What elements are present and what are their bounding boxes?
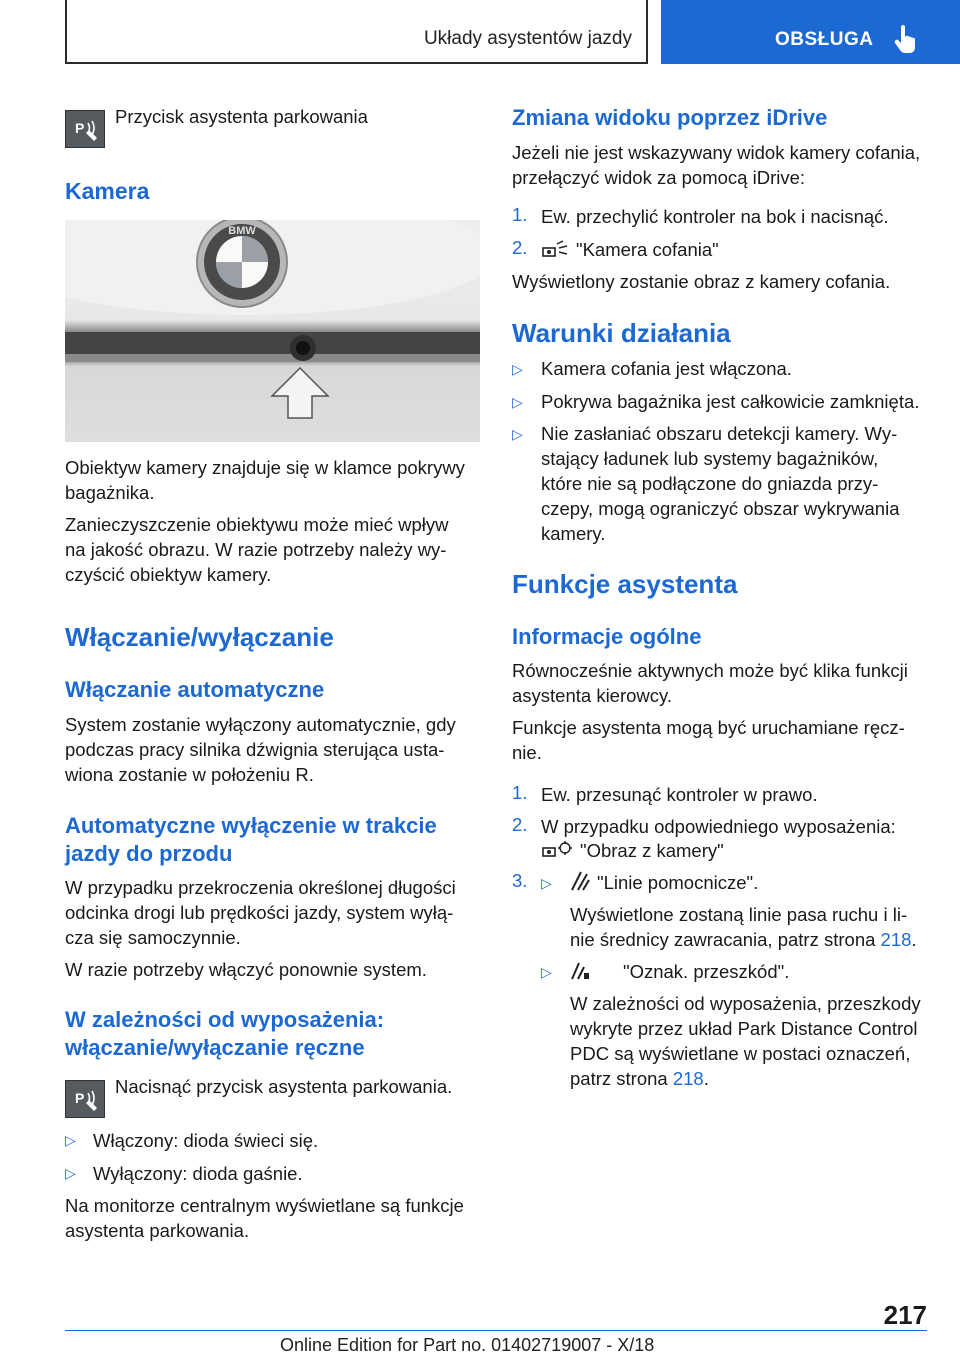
header-section-box bbox=[65, 0, 648, 64]
manual-button-text: Nacisnąć przycisk asystenta parkowania. bbox=[115, 1076, 453, 1097]
step-number: 1. bbox=[512, 782, 528, 803]
auto-off-paragraph-1: W przypadku przekroczenia określonej długości odcinka drogi lub prędkości jazdy, system wyłą- cza się samoczynnie. bbox=[65, 877, 456, 948]
camera-paragraph-1: Obiektyw kamery znajduje się w klamce pokrywy bagażnika. bbox=[65, 457, 465, 503]
assist-step-2: W przypadku odpowiedniego wyposażenia: bbox=[541, 816, 896, 837]
auto-off-paragraph-2: W razie potrzeby włączyć ponownie system. bbox=[65, 959, 427, 980]
assist-heading: Funkcje asystenta bbox=[512, 569, 738, 599]
guide-lines-label: "Linie pomocnicze". bbox=[597, 872, 759, 893]
park-button-caption: Przycisk asystenta parkowania bbox=[115, 106, 368, 127]
idrive-step-2: "Kamera cofania" bbox=[576, 239, 719, 260]
camera-heading: Kamera bbox=[65, 178, 150, 204]
condition-1: Kamera cofania jest włączona. bbox=[541, 358, 792, 379]
bullet-triangle-icon: ▷ bbox=[512, 426, 523, 442]
condition-3: Nie zasłaniać obszaru detekcji kamery. Wy- stający ładunek lub systemy bagażników, które nie są podłączone do gniazda przy- czepy, mogą ograniczyć obszar wykrywania kamery. bbox=[541, 423, 900, 544]
page-link-218[interactable]: 218 bbox=[880, 929, 912, 950]
info-heading: Informacje ogólne bbox=[512, 624, 702, 649]
assist-step-1: Ew. przesunąć kontroler w prawo. bbox=[541, 784, 818, 805]
footer-divider bbox=[65, 1330, 927, 1331]
guide-lines-icon bbox=[569, 870, 591, 892]
obstacle-marking-icon bbox=[569, 959, 591, 981]
tab-obsluga[interactable] bbox=[661, 0, 960, 64]
idrive-result: Wyświetlony zostanie obraz z kamery cofania. bbox=[512, 271, 891, 292]
onoff-heading: Włączanie/wyłączanie bbox=[65, 622, 334, 652]
bullet-triangle-icon: ▷ bbox=[541, 964, 552, 980]
auto-paragraph: System zostanie wyłączony automatycznie, gdy podczas pracy silnika dźwignia sterująca usta- wiona zostanie w położeniu R. bbox=[65, 714, 456, 785]
camera-paragraph-2: Zanieczyszczenie obiektywu może mieć wpływ na jakość obrazu. W razie potrzeby należy wy- czyścić obiektyw kamery. bbox=[65, 514, 449, 585]
bmw-logo-text: BMW bbox=[228, 225, 256, 237]
camera-view-icon bbox=[541, 840, 573, 860]
step-number: 2. bbox=[512, 814, 528, 835]
svg-text:P: P bbox=[75, 1090, 85, 1106]
auto-off-heading: Automatyczne wyłączenie w trakcie jazdy do przodu bbox=[65, 813, 437, 866]
bullet-triangle-icon: ▷ bbox=[541, 875, 552, 891]
park-assist-button-icon-2 bbox=[65, 1080, 105, 1118]
svg-text:P: P bbox=[75, 120, 85, 136]
bullet-triangle-icon: ▷ bbox=[65, 1132, 76, 1148]
rear-camera-icon bbox=[541, 240, 569, 260]
assist-step-2-sub: "Obraz z kamery" bbox=[580, 840, 724, 861]
obstacle-marking-label: "Oznak. przeszkód". bbox=[623, 961, 790, 982]
tab-label: OBSŁUGA bbox=[775, 29, 874, 50]
step-number: 2. bbox=[512, 237, 528, 258]
idrive-step-1: Ew. przechylić kontroler na bok i nacisnąć. bbox=[541, 206, 889, 227]
page-number: 217 bbox=[883, 1300, 927, 1330]
bullet-on: Włączony: dioda świeci się. bbox=[93, 1130, 319, 1151]
footer-edition: Online Edition for Part no. 01402719007 - X/18 bbox=[280, 1335, 655, 1355]
bullet-triangle-icon: ▷ bbox=[512, 394, 523, 410]
guide-lines-desc: Wyświetlone zostaną linie pasa ruchu i li- nie średnicy zawracania, patrz strona 218. bbox=[570, 904, 917, 950]
step-number: 1. bbox=[512, 204, 528, 225]
bullet-triangle-icon: ▷ bbox=[512, 361, 523, 377]
idrive-paragraph: Jeżeli nie jest wskazywany widok kamery cofania, przełączyć widok za pomocą iDrive: bbox=[512, 142, 921, 188]
conditions-heading: Warunki działania bbox=[512, 318, 731, 348]
auto-heading: Włączanie automatyczne bbox=[65, 677, 325, 702]
step-number: 3. bbox=[512, 870, 528, 891]
manual-heading: W zależności od wyposażenia: włączanie/wyłączanie ręczne bbox=[65, 1007, 385, 1060]
bullet-off: Wyłączony: dioda gaśnie. bbox=[93, 1163, 303, 1184]
monitor-paragraph: Na monitorze centralnym wyświetlane są funkcje asystenta parkowania. bbox=[65, 1195, 464, 1241]
condition-2: Pokrywa bagażnika jest całkowicie zamknięta. bbox=[541, 391, 920, 412]
hand-pointer-icon bbox=[893, 24, 919, 54]
bullet-triangle-icon: ▷ bbox=[65, 1165, 76, 1181]
section-title: Układy asystentów jazdy bbox=[423, 28, 632, 49]
camera-photo bbox=[65, 220, 480, 442]
park-assist-button-icon bbox=[65, 110, 105, 148]
info-paragraph-1: Równocześnie aktywnych może być klika funkcji asystenta kierowcy. bbox=[512, 660, 908, 706]
info-paragraph-2: Funkcje asystenta mogą być uruchamiane ręcz- nie. bbox=[512, 717, 905, 763]
idrive-heading: Zmiana widoku poprzez iDrive bbox=[512, 105, 828, 130]
page-link-218[interactable]: 218 bbox=[672, 1068, 704, 1089]
obstacle-marking-desc: W zależności od wyposażenia, przeszkody wykryte przez układ Park Distance Control PDC są wyświetlane w postaci oznaczeń, patrz strona 218. bbox=[570, 993, 921, 1089]
